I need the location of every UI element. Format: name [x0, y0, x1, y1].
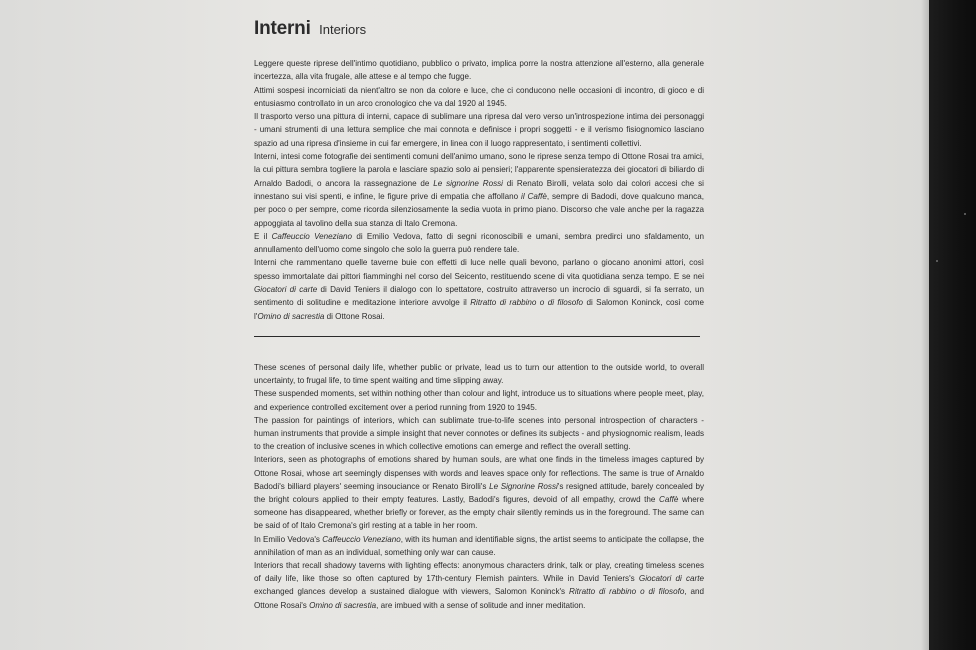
paragraph-text: di David Teniers il dialogo con lo spettatore, costruito attraverso un incrocio di sguardi, si fa serrato, un sentimento di solitudine e meditazione interiore avvolge il	[254, 285, 704, 308]
italian-text-block	[254, 57, 704, 323]
english-paragraph	[254, 361, 704, 387]
paragraph-text: These scenes of personal daily life, whether public or private, lead us to turn our attention to the outside world, to overall uncertainty, to frugal life, to time spent waiting and time slipping away.	[254, 362, 704, 386]
artwork-title: Giocatori di carte	[638, 574, 704, 584]
paragraph-text: exchanged glances develop a sustained dialogue with viewers, Salomon Koninck's	[254, 587, 569, 597]
english-paragraph	[254, 414, 704, 454]
english-paragraph	[254, 533, 704, 559]
paragraph-text: , and Ottone Rosai's	[254, 587, 704, 610]
dark-side-panel	[929, 0, 976, 650]
english-paragraph	[254, 387, 704, 413]
artwork-title: Le Signorine Rossi	[489, 481, 558, 491]
panel-title	[254, 18, 704, 44]
paragraph-text: Leggere queste riprese dell'intimo quotidiano, pubblico o privato, implica porre la nostra attenzione all'esterno, alla generale incertezza, alla vita frugale, alle attese e al tempo che fugge.	[254, 59, 704, 82]
artwork-title: Omino di sacrestia	[309, 600, 377, 610]
english-text-block	[254, 361, 704, 612]
paragraph-text: di Emilio Vedova, fatto di segni riconoscibili e umani, sembra predirci uno sfaldamento, un annullamento dell'uomo come singolo che solo la guerra può rendere tale.	[254, 231, 704, 255]
paragraph-text: Interiors that recall shadowy taverns with lighting effects: anonymous characters drink, talk or play, creating timeless scenes of daily life, like those so often captured by 17th-century Flemish painters. While in David Teniers's	[254, 560, 704, 584]
paragraph-text: These suspended moments, set within nothing other than colour and light, introduce us to situations where people meet, play, and experience controlled excitement over a period running from 1920 to 1945.	[254, 389, 704, 412]
title-italian: Interni	[254, 18, 311, 39]
italian-paragraph	[254, 256, 704, 322]
wall-speck	[936, 260, 938, 262]
italian-paragraph	[254, 84, 704, 111]
italian-paragraph	[254, 110, 704, 150]
artwork-title: Ritratto di rabbino o di filosofo	[569, 587, 685, 597]
paragraph-text: , are imbued with a sense of solitude and inner meditation.	[376, 600, 586, 610]
artwork-title: Caffeuccio Veneziano	[322, 534, 401, 544]
paragraph-text: di Renato Birolli, velata solo dai colori accesi che si innestano sui visi spenti, e infine, le figure prive di empatia che affollano	[254, 178, 704, 201]
paragraph-text: In Emilio Vedova's	[254, 534, 323, 544]
paragraph-text: 's resigned attitude, barely concealed by the bright colours applied to their empty features. Lastly, Badodi's figures, devoid of all empathy, crowd the	[254, 481, 705, 504]
paragraph-text: The passion for paintings of interiors, which can sublimate true-to-life scenes into personal introspection of characters - human instruments that provide a simple insight that never connotes or defines its subjects - and physiognomic realism, leads to the creation of inclusive scenes in which collective emotions can emerge and reflect the overall setting.	[254, 415, 704, 452]
paragraph-text: di Salomon Koninck, così come l'	[254, 298, 705, 321]
paragraph-text: Attimi sospesi incorniciati da nient'altro se non da colore e luce, che ci conducono nelle occasioni di incontro, di gioco e di entusiasmo controllato in un arco cronologico che va dal 1920 al 1945.	[254, 85, 704, 108]
artwork-title: il Caffè	[521, 191, 547, 201]
paragraph-text: Il trasporto verso una pittura di interni, capace di sublimare una ripresa dal vero verso un'introspezione intima dei personaggi - umani strumenti di una lettura semplice che mai connota e definisce i propri soggetti - e il verismo fisiognomico lasciano spazio ad una ripresa d'insieme in cui far emergere, in linea con il luogo rappresentato, i sentimenti collettivi.	[254, 112, 704, 148]
paragraph-text: Interni che rammentano quelle taverne buie con effetti di luce nelle quali bevono, parlano o giocano anonimi attori, così spesso immortalate dai pittori fiamminghi nel corso del Seicento, restituendo scene di vita quotidiana senza tempo. E se nei	[254, 258, 704, 281]
artwork-title: Giocatori di carte	[254, 285, 318, 295]
title-english: Interiors	[319, 22, 367, 37]
paragraph-text: where someone has disappeared, whether briefly or forever, as the empty chair silently reminds us in the foreground. The same can be said of of Italo Cremona's girl resting at a table in her room.	[254, 494, 705, 531]
paragraph-text: Interni, intesi come fotografie dei sentimenti comuni dell'animo umano, sono le riprese senza tempo di Ottone Rosai tra amici, la cui pittura sembra togliere la parola e lasciare spazio solo ai pensieri; l'apparente spensieratezza dei giocatori di biliardo di Arnaldo Badodi, o ancora la rassegnazione de	[254, 152, 704, 188]
wall-text-panel	[254, 18, 704, 612]
artwork-title: Le signorine Rossi	[433, 178, 503, 188]
english-paragraph	[254, 453, 704, 532]
italian-paragraph	[254, 57, 704, 84]
artwork-title: Caffè	[659, 494, 679, 504]
paragraph-text: Interiors, seen as photographs of emotions shared by human souls, are what one finds in the timeless images captured by Ottone Rosai, whose art seemingly dispenses with words and leaves space only for reflections. The same is true of Arnaldo Badodi's billiard players' seeming insouciance or Renato Birolli's	[254, 455, 704, 491]
artwork-title: Omino di sacrestia	[257, 311, 325, 321]
paragraph-text: E il	[254, 231, 272, 241]
paragraph-text: , with its human and identifiable signs, the artist seems to anticipate the collapse, the annihilation of man as an individual, something only war can cause.	[254, 534, 704, 557]
paragraph-text: di Ottone Rosai.	[324, 311, 385, 321]
english-paragraph	[254, 559, 704, 612]
paragraph-text: , sempre di Badodi, dove qualcuno manca, per poco o per sempre, come ricorda silenziosamente la sedia vuota in primo piano. Discorso che vale anche per la ragazza appoggiata al tavolino della sua stanza di Italo Cremona.	[254, 191, 704, 228]
section-divider	[254, 336, 700, 337]
wall-speck	[964, 213, 966, 215]
italian-paragraph	[254, 230, 704, 257]
artwork-title: Ritratto di rabbino o di filosofo	[470, 298, 584, 308]
italian-paragraph	[254, 150, 704, 230]
artwork-title: Caffeuccio Veneziano	[271, 231, 353, 241]
